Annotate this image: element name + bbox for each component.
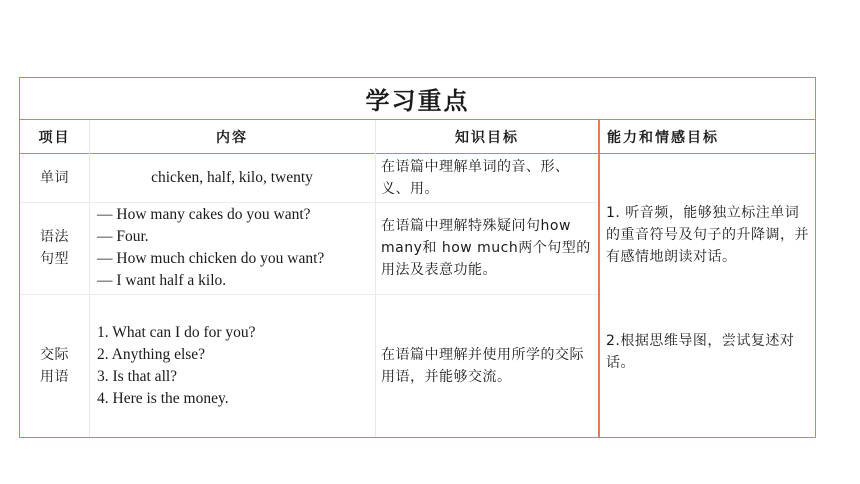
row-item-words: 单词 [40,170,69,186]
row-content-expressions [97,294,373,437]
row-knowledge-expressions: 在语篇中理解并使用所学的交际用语，并能够交流。 [381,346,584,385]
row-item-expressions-line: 用语 [40,368,69,385]
row-item-expressions [20,294,89,437]
header-item: 项目 [38,129,71,146]
row-content-words: chicken, half, kilo, twenty [151,169,313,186]
table-title: 学习重点 [20,78,815,120]
table-header-row [20,120,815,154]
content-line: 3. Is that all? [97,367,178,385]
content-line: — How many cakes do you want? [97,206,311,223]
row-item-grammar [20,202,89,294]
header-knowledge: 知识目标 [455,129,519,146]
ability-goal-1: 1. 听音频，能够独立标注单词的重音符号及句子的升降调，并有感情地朗读对话。 [606,205,809,265]
content-line: 2. Anything else? [97,345,206,363]
content-line: 4. Here is the money. [97,389,229,407]
content-line: 1. What can I do for you? [97,323,256,341]
row-item-expressions-line: 交际 [40,346,69,363]
header-content: 内容 [216,129,248,146]
column-divider [598,120,600,437]
content-line: — I want half a kilo. [97,272,227,289]
ability-goal-2: 2.根据思维导图，尝试复述对话。 [606,333,795,371]
header-ability: 能力和情感目标 [607,129,719,146]
row-knowledge-words: 在语篇中理解单词的音、形、义、用。 [381,159,570,197]
row-item-grammar-line: 语法 [40,229,69,245]
content-line: — Four. [97,228,149,245]
row-item-grammar-line: 句型 [40,251,69,267]
content-line: — How much chicken do you want? [97,250,325,267]
row-knowledge-grammar: 在语篇中理解特殊疑问句how many和 how much两个句型的用法及表意功能。 [381,218,591,278]
column-divider [375,120,376,437]
learning-focus-table [19,77,816,438]
row-content-grammar [97,202,373,294]
